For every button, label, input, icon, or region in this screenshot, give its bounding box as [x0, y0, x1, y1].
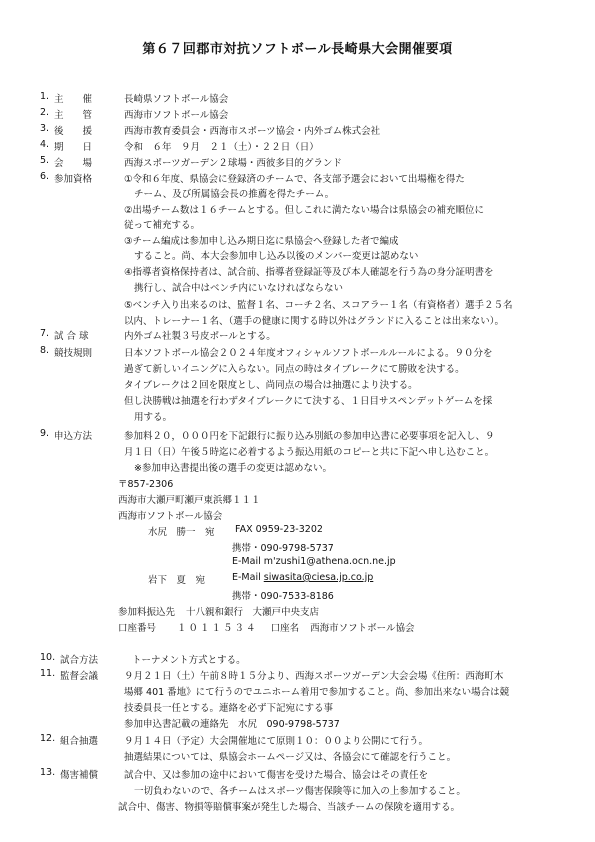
- address: 西海市大瀬戸町瀬戸東浜郷１１１: [118, 495, 261, 506]
- page-title: 第６７回郡市対抗ソフトボール長崎県大会開催要項: [142, 42, 453, 57]
- contact2-mobile: 携帯・090-7533-8186: [232, 591, 334, 602]
- contact1-name: 水尻 勝一 宛: [148, 527, 215, 538]
- org-name: 西海市ソフトボール協会: [118, 511, 223, 522]
- postal-code: 〒857-2306: [118, 479, 174, 490]
- application-line: ※参加申込書提出後の選手の変更は認めない。: [134, 463, 332, 474]
- rules-line: タイブレークは２回を限度とし、尚同点の場合は抽選により決する。: [124, 380, 418, 391]
- qual-line: 携行し、試合中はベンチ内にいなければならない: [134, 283, 344, 294]
- rules-line: 但し決勝戦は抽選を行わずタイブレークにて決する、１日目サスペンデットゲームを採: [124, 396, 493, 407]
- bank-row: 参加料振込先 十八親和銀行 大瀬戸中央支店: [118, 607, 320, 618]
- rules-line: 用する。: [134, 412, 173, 423]
- contact1-email: E-Mail m'zushi1@athena.ocn.ne.jp: [232, 556, 396, 567]
- qual-line: 以内、トレーナー１名、（選手の健康に関する時以外はグランドに入ることは出来ない）。: [124, 316, 505, 327]
- injury-line: 一切負わないので、各チームはスポーツ傷害保険等に加入の上参加すること。: [134, 786, 466, 797]
- account-row: 口座番号 １０１１５３４ 口座名 西海市ソフトボール協会: [118, 623, 415, 634]
- qual-line: ③チーム編成は参加申し込み期日迄に県協会へ登録した者で編成: [124, 236, 399, 247]
- meeting-line: 場郷 401 番地》にて行うのでユニホーム着用で参加すること。尚、参加出来ない場合は競: [124, 687, 510, 698]
- contact2-email-link[interactable]: siwasita@ciesa.jp.co.jp: [263, 572, 374, 583]
- qual-line: ⑤ベンチ入り出来るのは、監督１名、コーチ２名、スコアラー１名（有資格者）選手２５名: [124, 300, 513, 311]
- qual-line: 従って補充する。: [124, 220, 201, 231]
- meeting-line: 参加申込書記載の連絡先 水尻 090-9798-5737: [124, 719, 340, 730]
- contact1-mobile: 携帯・090-9798-5737: [232, 543, 334, 554]
- rules-line: 過ぎて新しいイニングに入らない。同点の時はタイブレークにて勝敗を決する。: [124, 364, 465, 375]
- qual-line: ②出場チーム数は１６チームとする。但しこれに満たない場合は県協会の補充順位に: [124, 205, 485, 216]
- qual-line: すること。尚、本大会参加申し込み以後のメンバー変更は認めない: [134, 251, 419, 262]
- meeting-line: 技委員長一任とする。連絡を必ず下記宛にする事: [124, 703, 334, 714]
- contact2-email-row: E-Mail siwasita@ciesa.jp.co.jp: [232, 572, 374, 583]
- injury-line: 試合中、傷害、物損等賠償事案が発生した場合、当該チームの保険を適用する。: [118, 802, 461, 813]
- draw-line: 抽選結果については、県協会ホームページ又は、各協会にて確認を行うこと。: [124, 752, 457, 763]
- application-line: 月１日（日）午後５時迄に必着するよう振込用紙のコピーと共に下記へ申し込むこと。: [124, 447, 495, 458]
- qual-line: ④指導者資格保持者は、試合前、指導者登録証等及び本人確認を行う為の身分証明書を: [124, 267, 494, 278]
- contact1-fax: FAX 0959-23-3202: [235, 524, 323, 535]
- contact2-name: 岩下 夏 宛: [148, 575, 206, 586]
- qual-line: チーム、及び所属協会長の推薦を得たチーム。: [134, 189, 335, 200]
